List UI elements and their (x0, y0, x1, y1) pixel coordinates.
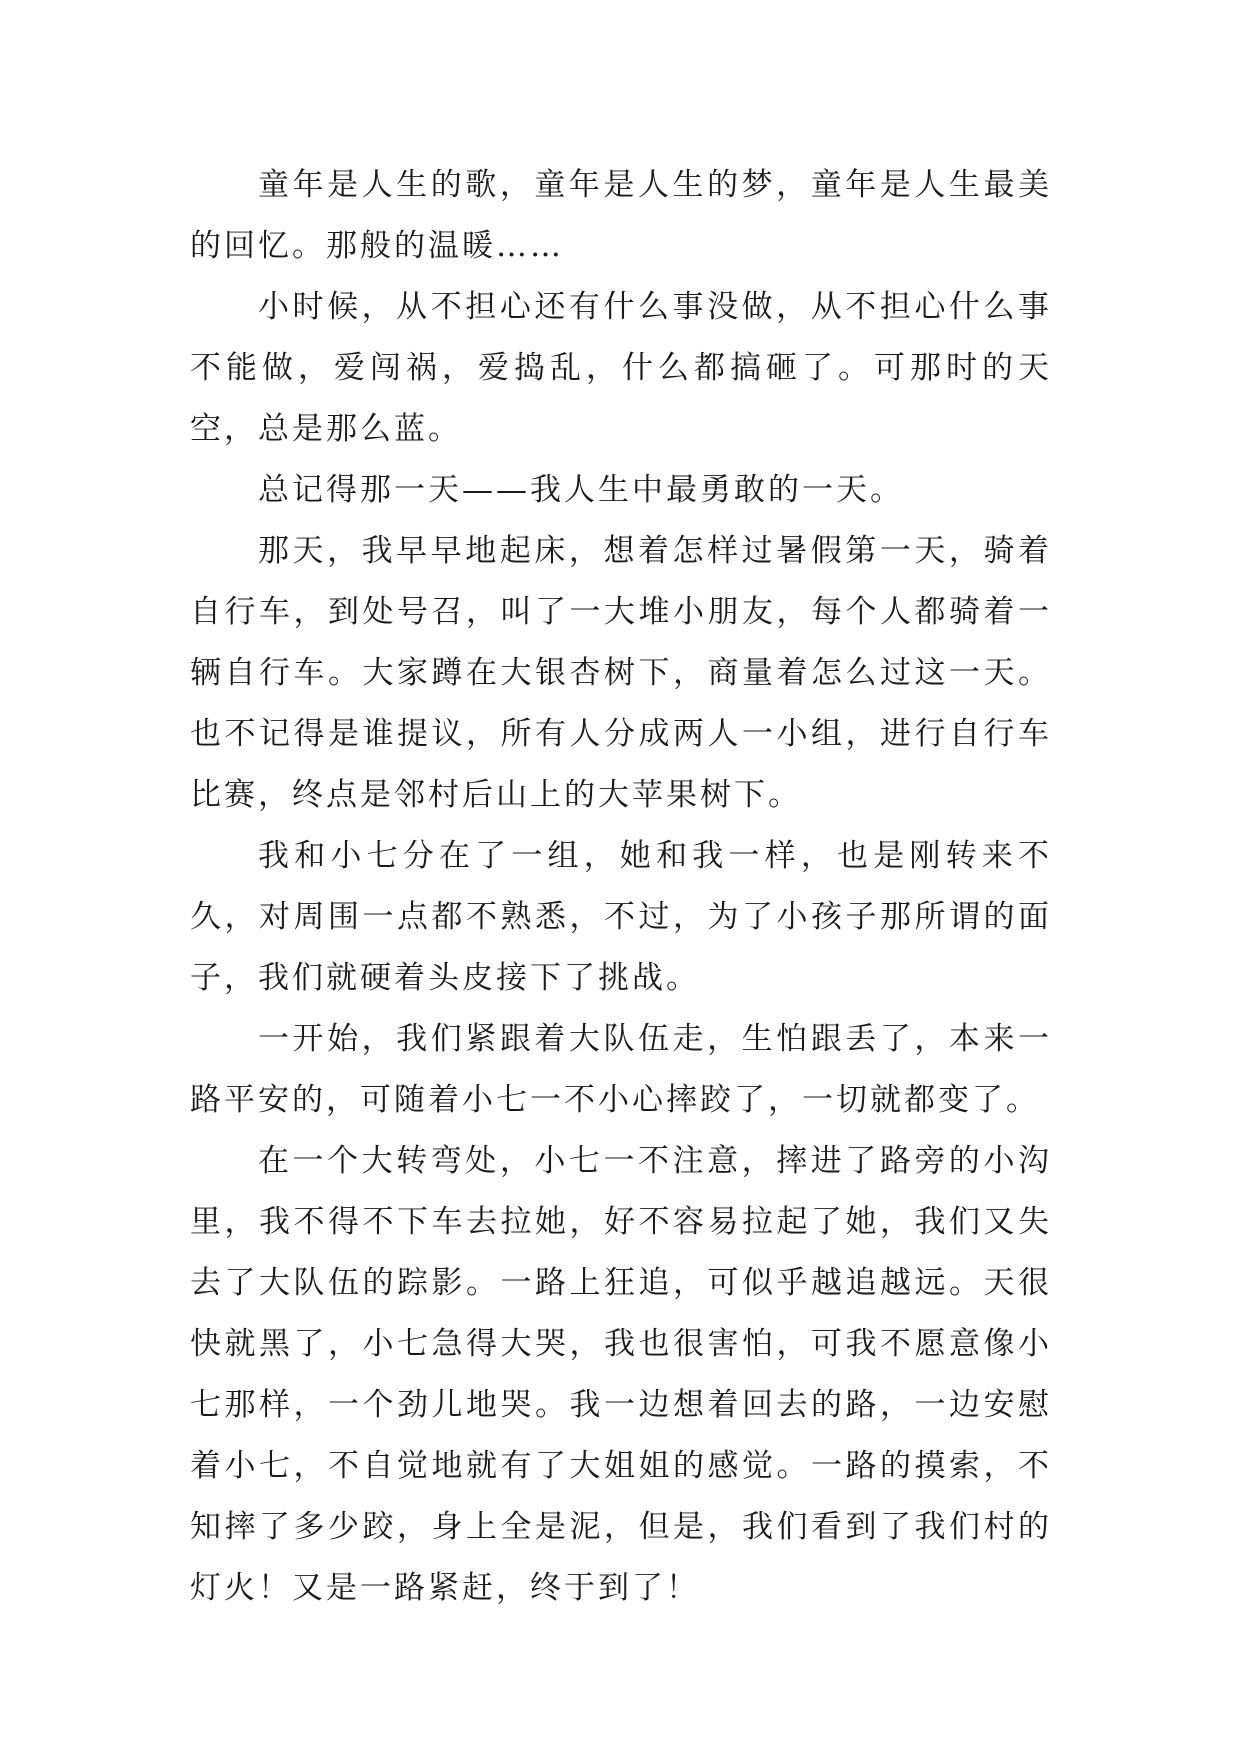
article-body (190, 155, 1052, 1619)
paragraph-7: 在一个大转弯处，小七一不注意，摔进了路旁的小沟里，我不得不下车去拉她，好不容易拉起了她，我们又失去了大队伍的踪影。一路上狂追，可似乎越追越远。天很快就黑了，小七急得大哭，我也很害怕，可我不愿意像小七那样，一个劲儿地哭。我一边想着回去的路，一边安慰着小七，不自觉地就有了大姐姐的感觉。一路的摸索，不知摔了多少跤，身上全是泥，但是，我们看到了我们村的灯火！又是一路紧赶，终于到了！ (190, 1143, 1052, 1606)
paragraph-4: 那天，我早早地起床，想着怎样过暑假第一天，骑着自行车，到处号召，叫了一大堆小朋友，每个人都骑着一辆自行车。大家蹲在大银杏树下，商量着怎么过这一天。也不记得是谁提议，所有人分成两人一小组，进行自行车比赛，终点是邻村后山上的大苹果树下。 (190, 533, 1052, 813)
paragraph-5: 我和小七分在了一组，她和我一样，也是刚转来不久，对周围一点都不熟悉，不过，为了小孩子那所谓的面子，我们就硬着头皮接下了挑战。 (190, 838, 1052, 996)
paragraph-2: 小时候，从不担心还有什么事没做，从不担心什么事不能做，爱闯祸，爱捣乱，什么都搞砸了。可那时的天空，总是那么蓝。 (190, 289, 1052, 447)
paragraph-1: 童年是人生的歌，童年是人生的梦，童年是人生最美的回忆。那般的温暖…… (190, 167, 1052, 264)
paragraph-3: 总记得那一天——我人生中最勇敢的一天。 (258, 472, 904, 508)
paragraph-6: 一开始，我们紧跟着大队伍走，生怕跟丢了，本来一路平安的，可随着小七一不小心摔跤了，一切就都变了。 (190, 1021, 1052, 1118)
